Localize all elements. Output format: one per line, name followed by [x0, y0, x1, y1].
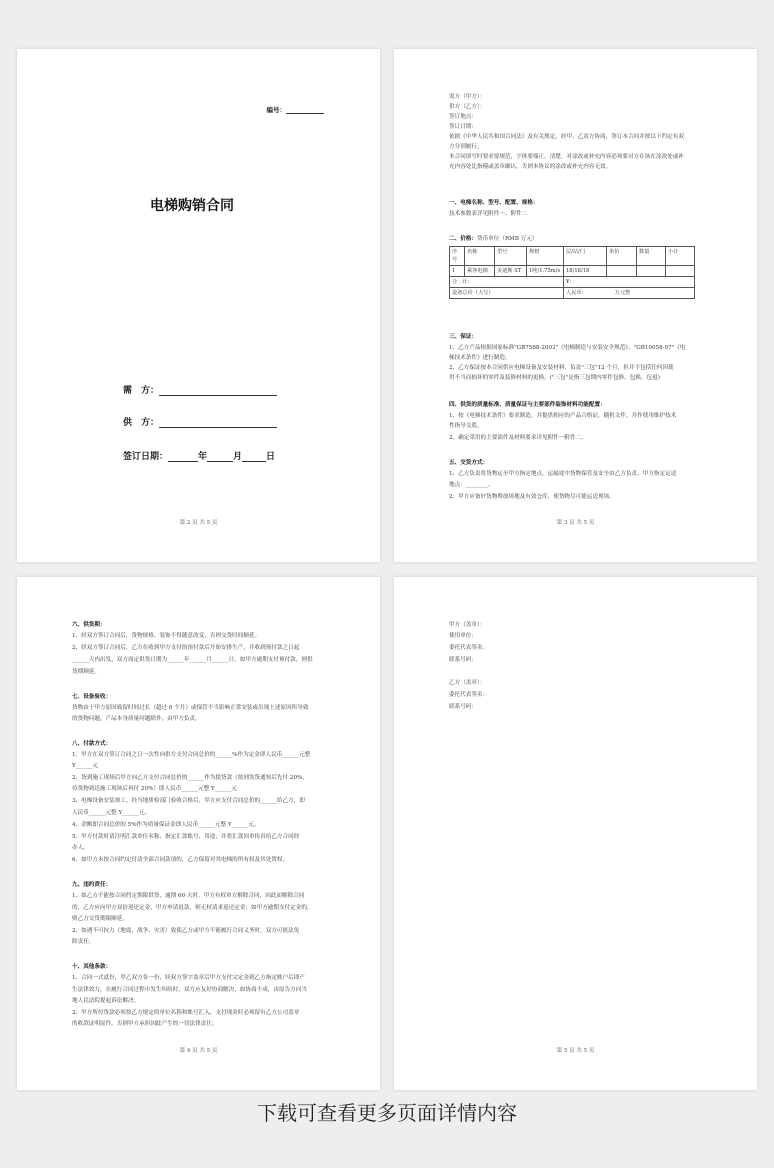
signature-line: 甲方（盖章）：: [449, 622, 486, 628]
contract-number: [267, 105, 325, 114]
text-line: 1、如乙方不能按合同约定期限供货，逾期 60 天时，甲方有权单方解除合同，因此而解除合同: [72, 893, 305, 899]
signature-line: 乙方（盖章）：: [449, 680, 486, 686]
buyer-label: 需 方：: [123, 386, 160, 396]
table-cell: 1: [450, 266, 465, 277]
text-line: 3、电梯设备安装竣工，经当地质检部门验收合格后，甲方应支付合同总价的______给乙方，即: [72, 798, 305, 804]
section-heading: 九、违约责任：: [72, 882, 112, 888]
text-line: 货期顺延。: [72, 669, 100, 675]
section-heading: 三、保证：: [449, 334, 477, 340]
text-line: 2、经双方签订合同后，乙方在收到甲方支付的预付款后开始安排生产，并收到预付款之日起: [72, 645, 300, 651]
currency-unit: 货币单位（RMB 万元）: [476, 236, 538, 242]
text-line: 除责任。: [72, 939, 95, 945]
text-line: 1、按《电梯技术条件》要求制造，并提供相应的产品合格证，随机文件，并作使用维护技术: [449, 413, 677, 419]
table-cell: [637, 266, 666, 277]
text-line: 1、乙方负责将货物运至甲方指定地点，运输途中货物保管及安全由乙方负责，甲方指定运送: [449, 471, 677, 477]
table-cell: 18/18/18: [564, 266, 607, 277]
section-heading: 十、其他条款：: [72, 964, 112, 970]
table-header-cell: 单价: [607, 247, 637, 266]
table-header-cell: 规格: [527, 247, 564, 266]
rmb-value: 万元整: [614, 290, 631, 296]
table-cell: 美迪斯 ST: [495, 266, 527, 277]
text-line: 2、甲方所付货款必须按乙方规定的单位名称和账号汇入，支付现金时必须留有乙方公司盖章: [72, 1010, 300, 1016]
seller-label: 供 方：: [123, 418, 160, 428]
text-line: 的，乙方应向甲方双倍返还定金，甲方申请退款，则无权请求返还定金；如甲方逾期支付定金的，: [72, 905, 313, 911]
contract-number-label: 编号：: [266, 106, 286, 114]
table-cell: [607, 266, 637, 277]
download-caption[interactable]: 下载可查看更多页面详情内容: [257, 1101, 517, 1125]
section-heading: 八、付款方式：: [72, 741, 112, 747]
text-line: 用不当而损坏的零件及装修材料的更换。("三包"是指三包期内零件包修、包换、包退): [449, 375, 660, 381]
text-line: 2、乙方保证按本合同供应电梯设备及安装材料，负责"三包"12 个月，但并不包括任何因使: [449, 365, 674, 371]
buyer-line: [123, 383, 277, 396]
section-heading: 五、交货方式：: [449, 460, 489, 466]
price-heading: 二、价格：: [449, 236, 477, 242]
table-total-row: [450, 277, 695, 288]
document-title: 电梯购销合同: [150, 198, 234, 214]
text-line: 6、如甲方未按合同约定付清全部合同款项的，乙方保留对其电梯的所有权及其处置权。: [72, 857, 289, 863]
signing-date-label: 签订日期：: [123, 452, 169, 462]
text-line: 方分别履行。: [449, 144, 483, 150]
table-cell: 乘客电梯: [465, 266, 495, 277]
text-line: 人民币______元整 Y______元。: [72, 810, 151, 816]
text-line: ______天内出发，双方商定供货日期为______年______月______日。如甲方逾期支付预付款，则供: [72, 657, 313, 663]
table-sum-row: [450, 288, 695, 299]
text-line: 1、经双方签订合同后，货物规格、装饰不得随意改变，否则交货时间顺延。: [72, 633, 261, 639]
text-line: 货物由于甲方原因致留时间过长（超过 6 个月）或保管不当影响正常安装或出现上述原因所导致: [72, 705, 309, 711]
contract-page-3: [17, 577, 380, 1090]
table-cell: 1吨/1.75m/s: [527, 266, 564, 277]
signature-line: 联系号码：: [449, 704, 477, 710]
text-line: 1、甲方在双方签订合同之日一次性向供方支付合同总价的______%作为定金即人民币______元整: [72, 752, 311, 758]
table-header-cell: 小计: [666, 247, 695, 266]
seller-line: [123, 415, 277, 428]
total-label: 合 计：: [450, 277, 564, 288]
text-line: 需方（甲方）：: [449, 94, 486, 100]
contract-page-2: [394, 49, 757, 562]
month-label: 月: [233, 452, 243, 462]
text-line: 4、余额即合同总价的 5%作为质量保证金即人民币______元整 Y______元。: [72, 822, 260, 828]
text-line: 2、甲方应备好货物堆放场地及有效仓库，使货物尽可能运送现场。: [449, 494, 615, 500]
section-heading: 六、供货期：: [72, 622, 106, 628]
total-value: ¥：: [564, 277, 695, 288]
table-cell: [666, 266, 695, 277]
table-header-row: [450, 247, 695, 266]
section-heading: 四、供货的质量标准、质量保证与主要部件装饰材料功能配置：: [449, 402, 606, 408]
text-line: 待货物到达施工现场后再付 20%）即人民币______元整 Y______元: [72, 786, 238, 792]
text-line: 2、货到施工现场后甲方向乙方支付合同总价的______作为提货款（按到发货通知后先付 20%，: [72, 775, 308, 781]
day-label: 日: [266, 452, 276, 462]
sum-label: 设备总价（大写）: [450, 288, 564, 299]
text-line: 签订日期：: [449, 124, 477, 130]
text-line: 办人。: [72, 845, 89, 851]
page-number: 第 2 页 共 5 页: [179, 520, 218, 526]
text-line: 供方（乙方）：: [449, 104, 486, 110]
text-line: 签订地点：: [449, 114, 477, 120]
text-line: 地人民法院提起诉讼解决。: [72, 998, 140, 1004]
rmb-cell: [564, 288, 695, 299]
table-header-cell: 名称: [465, 247, 495, 266]
table-row: [450, 266, 695, 277]
page-number: 第 5 页 共 5 页: [556, 1048, 595, 1054]
table-header-cell: 型号: [495, 247, 527, 266]
text-line: 5、甲方付款时请注明汇款单位名称、指定汇款账号、用途，并将汇款回单传真给乙方合同经: [72, 834, 300, 840]
text-line: 的货物问题，产品本身质量问题除外，由甲方负责。: [72, 716, 201, 722]
table-header-cell: 数量: [637, 247, 666, 266]
signature-line: 委托代表签名：: [449, 645, 489, 651]
text-line: 的收款证明原件，否则甲方承担因此产生的一切法律责任。: [72, 1021, 218, 1027]
contract-page-4: [394, 577, 757, 1090]
section-heading: 七、设备验收：: [72, 694, 112, 700]
page-number: 第 4 页 共 5 页: [179, 1048, 218, 1054]
text-line: 生法律效力，在履行合同过程中发生纠纷时，双方应友好协商解决，如协商不成，由原告方向当: [72, 987, 307, 993]
text-line: 1、合同一式贰份，甲乙双方各一份，经双方签字盖章后甲方支付完定金到乙方指定账户后即产: [72, 975, 305, 981]
text-line: 梯技术条件》进行制造。: [449, 355, 511, 361]
text-line: 2、如遇不可抗力（地震、战争、灾害）致使乙方或甲方不能履行合同义务时，双方可依法免: [72, 928, 300, 934]
text-line: 1、乙方产品根据国家标准"GB7588-2003"《电梯制造与安装安全规范》、"GB10058-97"《电: [449, 345, 686, 351]
text-line: 技术参数表详见附件一、附件二: [449, 211, 528, 217]
signing-date-line: [123, 449, 275, 462]
table-header-cell: 层/站/门: [564, 247, 607, 266]
signature-line: 使用单位：: [449, 633, 477, 639]
text-line: 本合同填写时要求要规范，字体要端正、清楚，对涂改或补充内容必须要对方在场在涂改处或补: [449, 154, 684, 160]
signature-line: 联系号码：: [449, 657, 477, 663]
signature-line: 委托代表签名：: [449, 692, 489, 698]
year-label: 年: [198, 452, 208, 462]
text-line: 2、确定采用的主要部件及材料要求详见附件一附件二。: [449, 435, 587, 441]
section-heading: [449, 235, 538, 243]
text-line: 依据《中华人民共和国合同法》及有关规定，经甲、乙双方协商，签订本合同并按以下约定有双: [449, 134, 684, 140]
section-heading: 一、电梯名称、型号、配置、规格：: [449, 200, 539, 206]
text-line: 充内容处比指模或盖章确认，否则本协议的涂改或补充内容无效。: [449, 164, 612, 170]
table-header-cell: 序号: [450, 247, 465, 266]
rmb-label: 人民币：: [566, 290, 587, 296]
text-line: Y______元: [72, 763, 99, 769]
text-line: 则乙方交货期限顺延。: [72, 916, 128, 922]
price-table: [449, 246, 695, 299]
cover-page: [17, 49, 380, 562]
page-number: 第 3 页 共 5 页: [556, 520, 595, 526]
text-line: 性指导交底。: [449, 423, 483, 429]
text-line: 地点：________。: [449, 482, 494, 488]
